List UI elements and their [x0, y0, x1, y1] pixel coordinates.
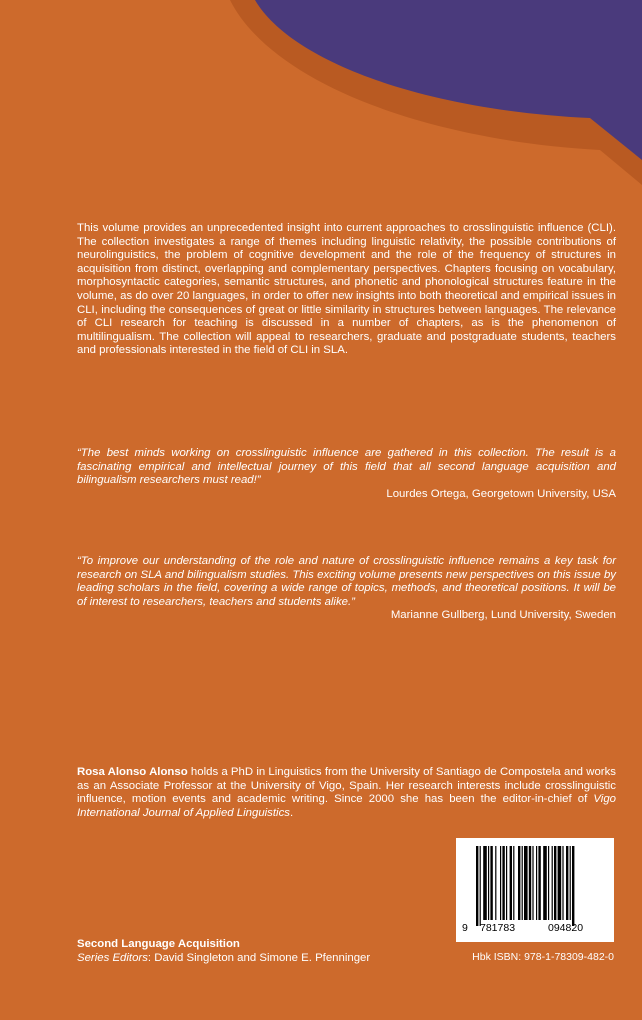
- journal-title: Vigo International Journal of Applied Linguistics: [77, 793, 616, 819]
- quote-text: “The best minds working on crosslinguistic influence are gathered in this collection. The result is a fascinating empirical and intellectual journey of this field that all second language acquisition and bilingualism researchers must read!”: [77, 447, 616, 487]
- barcode-bar: [495, 846, 496, 920]
- series-editors-names: : David Singleton and Simone E. Pfenninger: [147, 952, 371, 964]
- barcode-bar: [480, 846, 481, 926]
- barcode-bar: [488, 846, 489, 920]
- barcode-bar: [490, 846, 492, 920]
- barcode-bar: [570, 846, 571, 920]
- barcode-bar: [500, 846, 501, 920]
- book-description: This volume provides an unprecedented insight into current approaches to crosslinguistic influence (CLI). The collection investigates a range of themes including linguistic relativity, the possible contributions of neurolinguistics, the problem of cognitive development and the role of the frequency of structures in acquisition from distinct, overlapping and complementary perspectives. Chapters focusing on vocabulary, morphosyntactic categories, semantic structures, and phonetic and phonological structures feature in the volume, as do over 20 languages, in order to offer new insights into both theoretical and empirical issues in CLI, including the consequences of great or little similarity in structures between languages. The relevance of CLI research for teaching is discussed in a number of chapters, as is the phenomenon of multilingualism. The collection will appeal to researchers, graduate and postgraduate students, teachers and professionals interested in the field of CLI in SLA.: [77, 222, 616, 357]
- barcode-bar: [529, 846, 531, 920]
- quote-attribution: Marianne Gullberg, Lund University, Sweden: [390, 609, 616, 622]
- author-bio: [77, 766, 616, 820]
- author-name: Rosa Alonso Alonso: [77, 766, 188, 778]
- barcode-bar: [510, 846, 512, 920]
- series-title: Second Language Acquisition: [77, 938, 240, 950]
- barcode-digit-group-1: 781783: [480, 922, 516, 934]
- isbn: Hbk ISBN: 978-1-78309-482-0: [472, 951, 614, 963]
- barcode-bar: [522, 846, 523, 920]
- quote-text: “To improve our understanding of the role and nature of crosslinguistic influence remains a key task for research on SLA and bilingualism studies. This exciting volume presents new perspectives on this issue by leading scholars in the field, covering a wide range of topics, methods, and theoretical positions. It will be of interest to researchers, teachers and students alike.”: [77, 555, 616, 608]
- barcode-bar: [506, 846, 507, 920]
- barcode-bar: [524, 846, 528, 920]
- barcode-bar: [518, 846, 520, 920]
- barcode-bar: [558, 846, 562, 920]
- barcode-bar: [502, 846, 504, 920]
- header-decoration: [0, 0, 642, 200]
- barcode-digit-first: 9: [462, 922, 468, 934]
- barcode-bar: [513, 846, 514, 920]
- barcode-bar: [554, 846, 556, 920]
- barcode-bar: [476, 846, 478, 926]
- barcode-bar: [536, 846, 537, 920]
- barcode-bar: [483, 846, 487, 920]
- barcode-bar: [572, 846, 574, 926]
- barcode-bar: [538, 846, 540, 920]
- barcode-digit-group-2: 094820: [548, 922, 584, 934]
- review-quote-1: [77, 447, 616, 501]
- barcode-bar: [548, 846, 549, 920]
- barcode: [456, 838, 614, 942]
- bio-text: holds a PhD in Linguistics from the University of Santiago de Compostela and works as an Associate Professor at the University of Vigo, Spain. Her research interests include crosslinguistic influence, motion events and academic writing. Since 2000 she has been the editor-in-chief of: [77, 766, 616, 806]
- barcode-bar: [552, 846, 553, 920]
- review-quote-2: [77, 555, 616, 623]
- quote-attribution: Lourdes Ortega, Georgetown University, USA: [386, 487, 616, 500]
- barcode-bar: [532, 846, 533, 920]
- series-editors: [77, 951, 370, 965]
- barcode-bar: [566, 846, 568, 920]
- barcode-bar: [543, 846, 547, 920]
- barcode-bar: [562, 846, 563, 920]
- series-info: [77, 937, 370, 965]
- series-editors-label: Series Editors: [77, 952, 148, 964]
- bio-end: .: [289, 806, 294, 819]
